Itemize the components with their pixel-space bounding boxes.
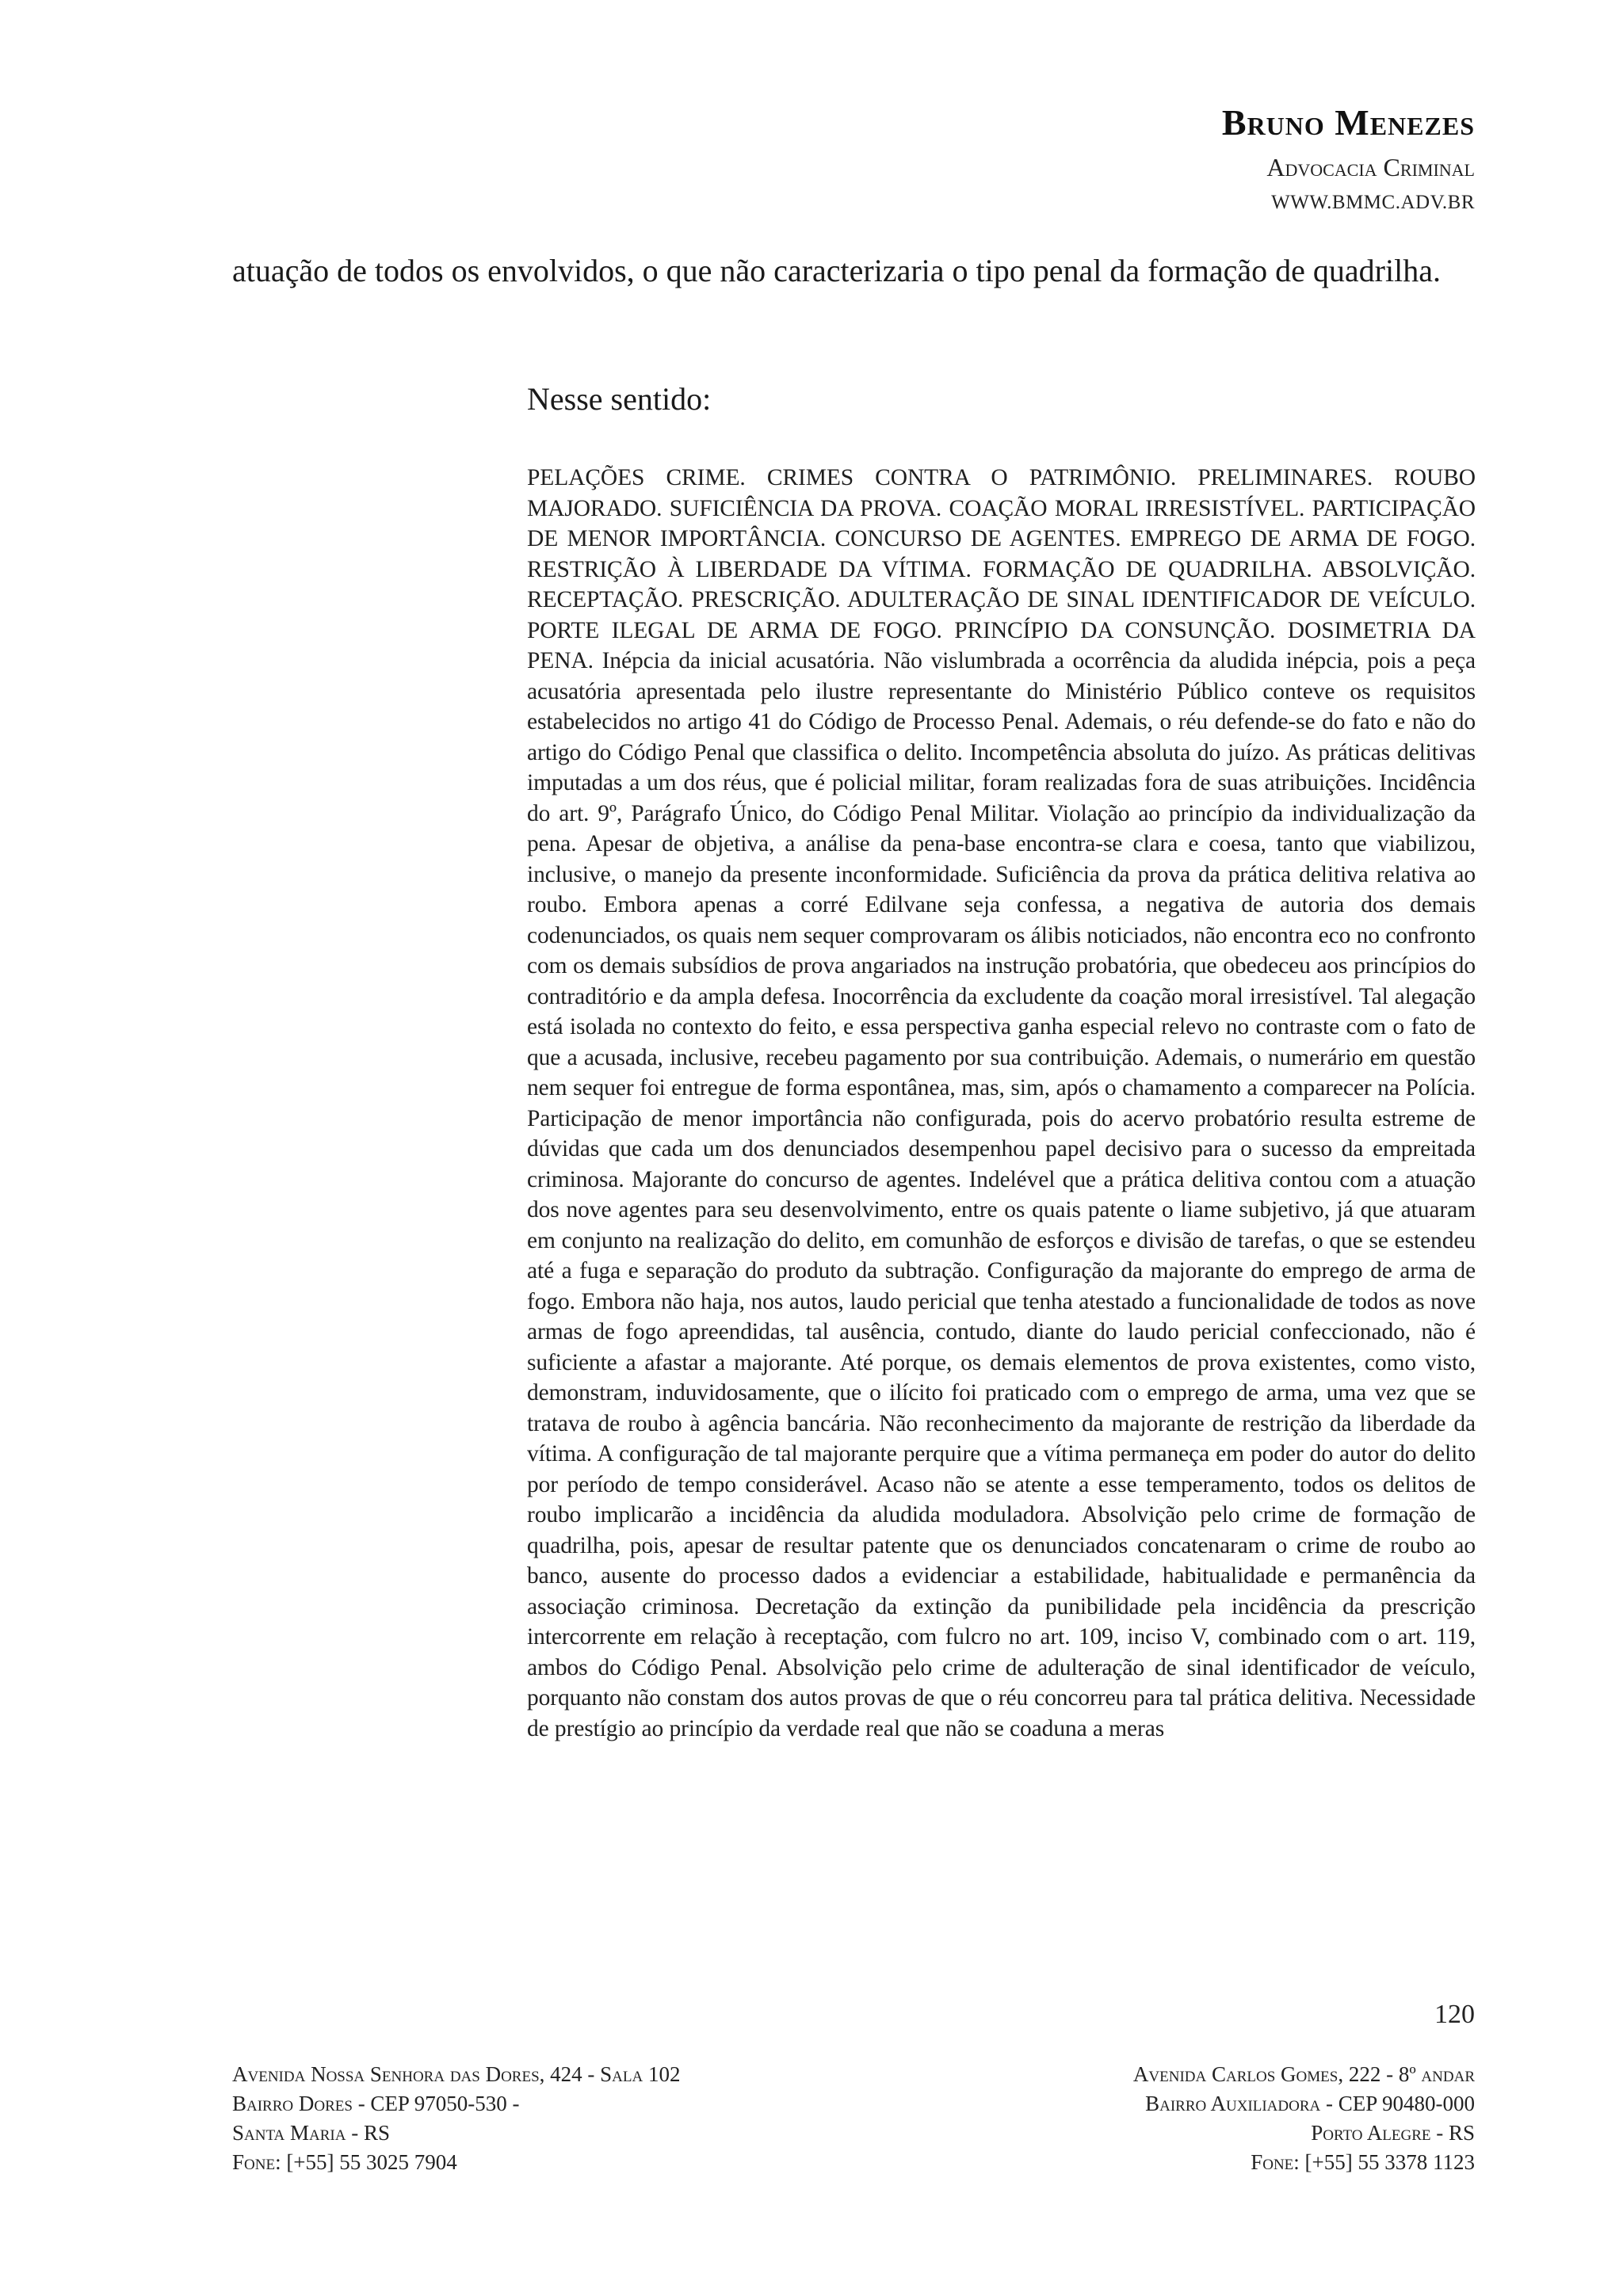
footer-address-right xyxy=(1133,2060,1475,2177)
letterhead xyxy=(1222,101,1475,220)
page-number: 120 xyxy=(1434,2000,1475,2029)
footer-right-phone: Fone: [+55] 55 3378 1123 xyxy=(1251,2150,1475,2174)
intro-paragraph: atuação de todos os envolvidos, o que não caracterizaria o tipo penal da formação de quadrilha. xyxy=(232,253,1441,288)
case-law-quote: PELAÇÕES CRIME. CRIMES CONTRA O PATRIMÔNIO. PRELIMINARES. ROUBO MAJORADO. SUFICIÊNCIA DA PROVA. COAÇÃO MORAL IRRESISTÍVEL. PARTICIPAÇÃO DE MENOR IMPORTÂNCIA. CONCURSO DE AGENTES. EMPREGO DE ARMA DE FOGO. RESTRIÇÃO À LIBERDADE DA VÍTIMA. FORMAÇÃO DE QUADRILHA. ABSOLVIÇÃO. RECEPTAÇÃO. PRESCRIÇÃO. ADULTERAÇÃO DE SINAL IDENTIFICADOR DE VEÍCULO. PORTE ILEGAL DE ARMA DE FOGO. PRINCÍPIO DA CONSUNÇÃO. DOSIMETRIA DA PENA. Inépcia da inicial acusatória. Não vislumbrada a ocorrência da aludida inépcia, pois a peça acusatória apresentada pelo ilustre representante do Ministério Público conteve os requisitos estabelecidos no artigo 41 do Código de Processo Penal. Ademais, o réu defende-se do fato e não do artigo do Código Penal que classifica o delito. Incompetência absoluta do juízo. As práticas delitivas imputadas a um dos réus, que é policial militar, foram realizadas fora de suas atribuições. Incidência do art. 9º, Parágrafo Único, do Código Penal Militar. Violação ao princípio da individualização da pena. Apesar de objetiva, a análise da pena-base encontra-se clara e coesa, tanto que viabilizou, inclusive, o manejo da presente inconformidade. Suficiência da prova da prática delitiva relativa ao roubo. Embora apenas a corré Edilvane seja confessa, a negativa de autoria dos demais codenunciados, os quais nem sequer comprovaram os álibis noticiados, não encontra eco no confronto com os demais subsídios de prova angariados na instrução probatória, que obedeceu aos princípios do contraditório e da ampla defesa. Inocorrência da excludente da coação moral irresistível. Tal alegação está isolada no contexto do feito, e essa perspectiva ganha especial relevo no contraste com o fato de que a acusada, inclusive, recebeu pagamento por sua contribuição. Ademais, o numerário em questão nem sequer foi entregue de forma espontânea, mas, sim, após o chamamento a comparecer na Polícia. Participação de menor importância não configurada, pois do acervo probatório resulta estreme de dúvidas que cada um dos denunciados desempenhou papel decisivo para o sucesso da empreitada criminosa. Majorante do concurso de agentes. Indelével que a prática delitiva contou com a atuação dos nove agentes para seu desenvolvimento, entre os quais patente o liame subjetivo, já que atuaram em conjunto na realização do delito, em comunhão de esforços e divisão de tarefas, o que se estendeu até a fuga e separação do produto da subtração. Configuração da majorante do emprego de arma de fogo. Embora não haja, nos autos, laudo pericial que tenha atestado a funcionalidade de todos as nove armas de fogo apreendidas, tal ausência, contudo, diante do laudo pericial confeccionado, não é suficiente a afastar a majorante. Até porque, os demais elementos de prova existentes, como visto, demonstram, induvidosamente, que o ilícito foi praticado com o emprego de arma, uma vez que se tratava de roubo à agência bancária. Não reconhecimento da majorante de restrição da liberdade da vítima. A configuração de tal majorante perquire que a vítima permaneça em poder do autor do delito por período de tempo considerável. Acaso não se atente a esse temperamento, todos os delitos de roubo implicarão a incidência da aludida moduladora. Absolvição pelo crime de formação de quadrilha, pois, apesar de resultar patente que os denunciados concatenaram o crime de roubo ao banco, ausente do processo dados a evidenciar a estabilidade, habitualidade e permanência da associação criminosa. Decretação da extinção da punibilidade pela incidência da prescrição intercorrente em relação à receptação, com fulcro no art. 109, inciso V, combinado com o art. 119, ambos do Código Penal. Absolvição pelo crime de adulteração de sinal identificador de veículo, porquanto não constam dos autos provas de que o réu concorreu para tal prática delitiva. Necessidade de prestígio ao princípio da verdade real que não se coaduna a meras xyxy=(527,465,1476,1741)
footer-address-left xyxy=(232,2060,680,2177)
footer-left-district: Bairro Dores - CEP 97050-530 - xyxy=(232,2092,520,2115)
firm-name: Bruno Menezes xyxy=(1221,102,1475,143)
footer-right-city: Porto Alegre - RS xyxy=(1311,2121,1475,2145)
footer-right-street: Avenida Carlos Gomes, 222 - 8º andar xyxy=(1132,2062,1475,2086)
firm-subtitle: Advocacia Criminal xyxy=(1266,153,1475,181)
footer-right-district: Bairro Auxiliadora - CEP 90480-000 xyxy=(1145,2092,1475,2115)
footer-left-phone: Fone: [+55] 55 3025 7904 xyxy=(232,2150,457,2174)
footer-left-street: Avenida Nossa Senhora das Dores, 424 - Sala 102 xyxy=(232,2062,681,2086)
firm-website: WWW.BMMC.ADV.BR xyxy=(1271,192,1475,213)
lead-in-text: Nesse sentido: xyxy=(527,381,712,417)
footer-left-city: Santa Maria - RS xyxy=(232,2121,390,2145)
